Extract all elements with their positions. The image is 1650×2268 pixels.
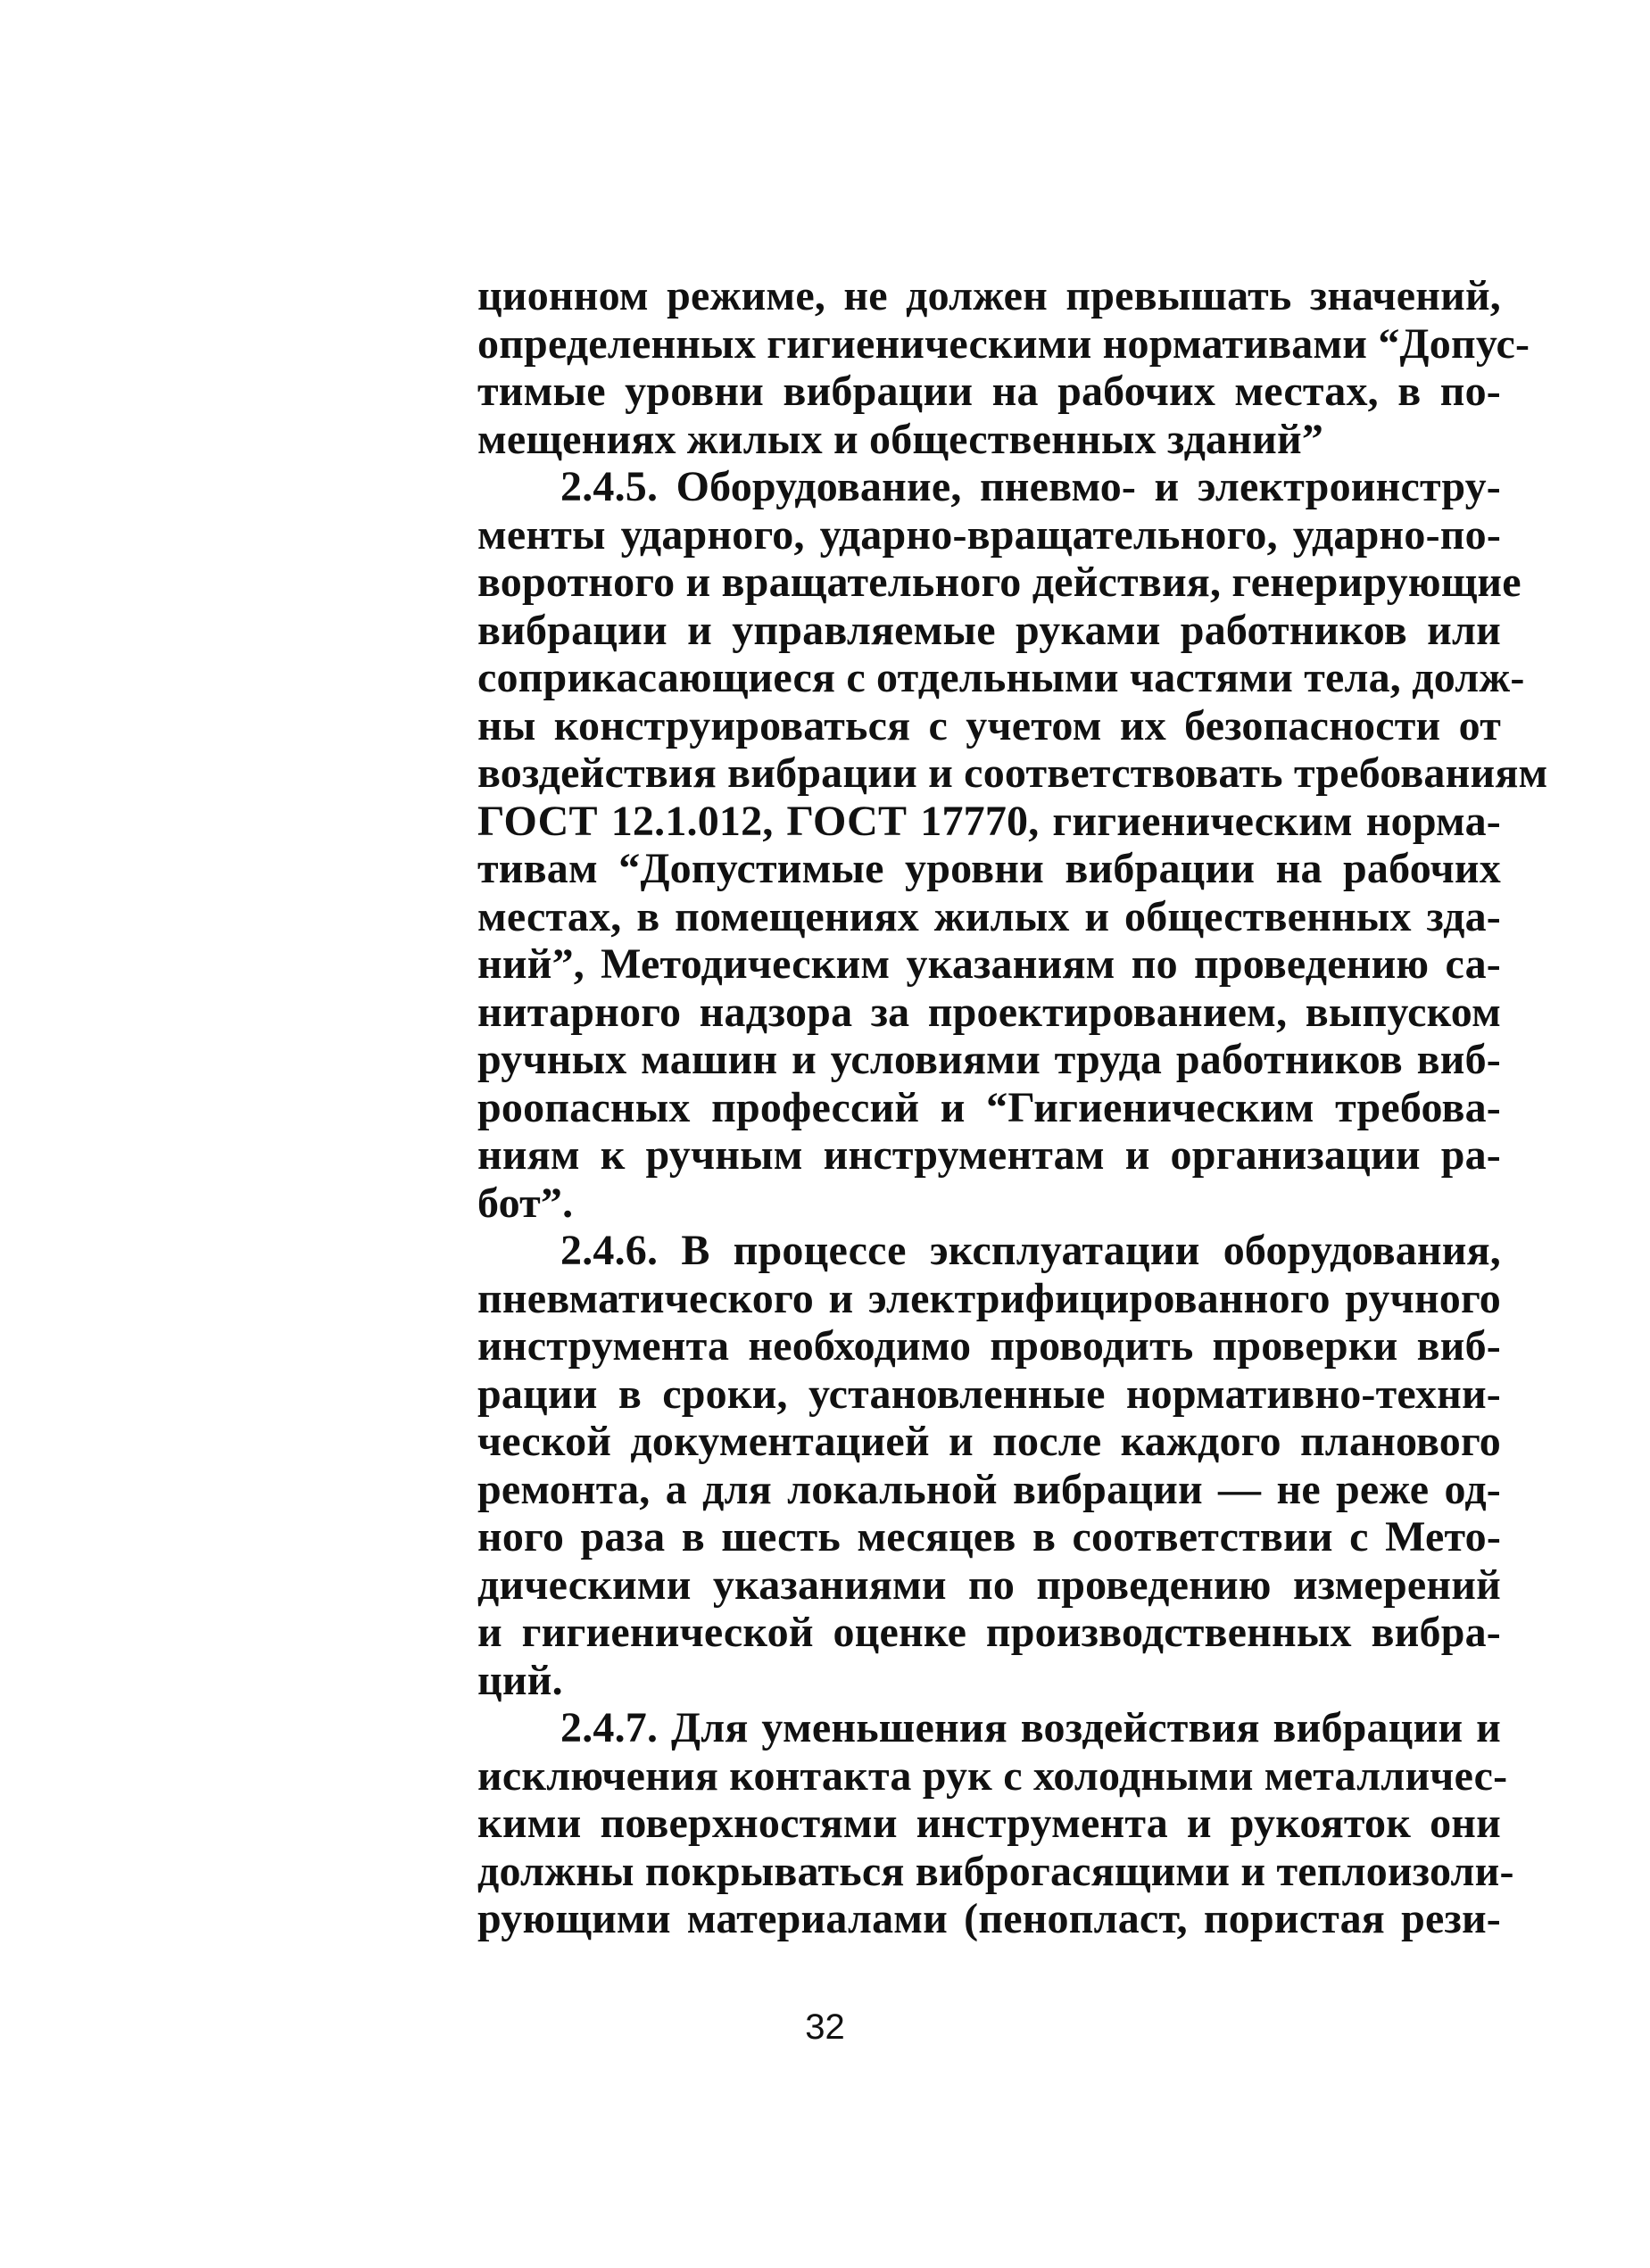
text-line: кими поверхностями инструмента и рукояток они (477, 1800, 1501, 1847)
paragraph-2-4-5-start: 2.4.5. Оборудование, пневмо- и электроинстру- (560, 463, 1501, 510)
text-line: ГОСТ 12.1.012, ГОСТ 17770, гигиеническим норма- (477, 797, 1501, 845)
text-line: тимые уровни вибрации на рабочих местах, в по- (477, 368, 1501, 415)
text-line: роопасных профессий и “Гигиеническим требова- (477, 1083, 1501, 1131)
text-line: ручных машин и условиями труда работников виб- (477, 1036, 1501, 1083)
text-line: тивам “Допустимые уровни вибрации на рабочих (477, 845, 1501, 892)
text-line: ны конструироваться с учетом их безопасности от (477, 701, 1501, 749)
text-line: ного раза в шесть месяцев в соответствии с Мето- (477, 1513, 1501, 1560)
text-line: воротного и вращательного действия, генерирующие (477, 559, 1521, 606)
text-line: рации в сроки, установленные нормативно-техни- (477, 1370, 1501, 1418)
text-line: местах, в помещениях жилых и общественных зда- (477, 892, 1501, 940)
text-line: и гигиенической оценке производственных вибра- (477, 1609, 1501, 1656)
page-number: 32 (805, 2007, 845, 2047)
text-line: вибрации и управляемые руками работников или (477, 606, 1501, 654)
text-line: пневматического и электрифицированного ручного (477, 1274, 1501, 1322)
text-line: мещениях жилых и общественных зданий” (477, 415, 1324, 463)
text-line: ческой документацией и после каждого планового (477, 1418, 1501, 1465)
text-line: бот”. (477, 1179, 574, 1227)
text-line: определенных гигиеническими нормативами “Допус- (477, 319, 1530, 368)
text-line: соприкасающиеся с отдельными частями тела, долж- (477, 654, 1525, 701)
text-line: воздействия вибрации и соответствовать требованиям (477, 749, 1548, 797)
text-line: менты ударного, ударно-вращательного, ударно-по- (477, 510, 1501, 559)
text-line: ционном режиме, не должен превышать значений, (477, 272, 1501, 319)
text-line: ний”, Методическим указаниям по проведению са- (477, 940, 1501, 988)
text-line: инструмента необходимо проводить проверки виб- (477, 1322, 1501, 1370)
text-line: дическими указаниями по проведению измерений (477, 1560, 1501, 1609)
text-line: ниям к ручным инструментам и организации ра- (477, 1131, 1501, 1179)
body-text (477, 272, 1548, 1943)
text-line: рующими материалами (пенопласт, пористая рези- (477, 1895, 1501, 1942)
paragraph-2-4-6-start: 2.4.6. В процессе эксплуатации оборудования, (560, 1227, 1501, 1274)
text-line: ремонта, а для локальной вибрации — не реже од- (477, 1465, 1501, 1513)
text-line: ций. (477, 1656, 563, 1704)
paragraph-2-4-7-start: 2.4.7. Для уменьшения воздействия вибрации и (560, 1704, 1501, 1751)
text-line: должны покрываться виброгасящими и теплоизоли- (477, 1847, 1514, 1895)
text-line: нитарного надзора за проектированием, выпуском (477, 988, 1501, 1036)
text-line: исключения контакта рук с холодными металличес- (477, 1751, 1508, 1800)
